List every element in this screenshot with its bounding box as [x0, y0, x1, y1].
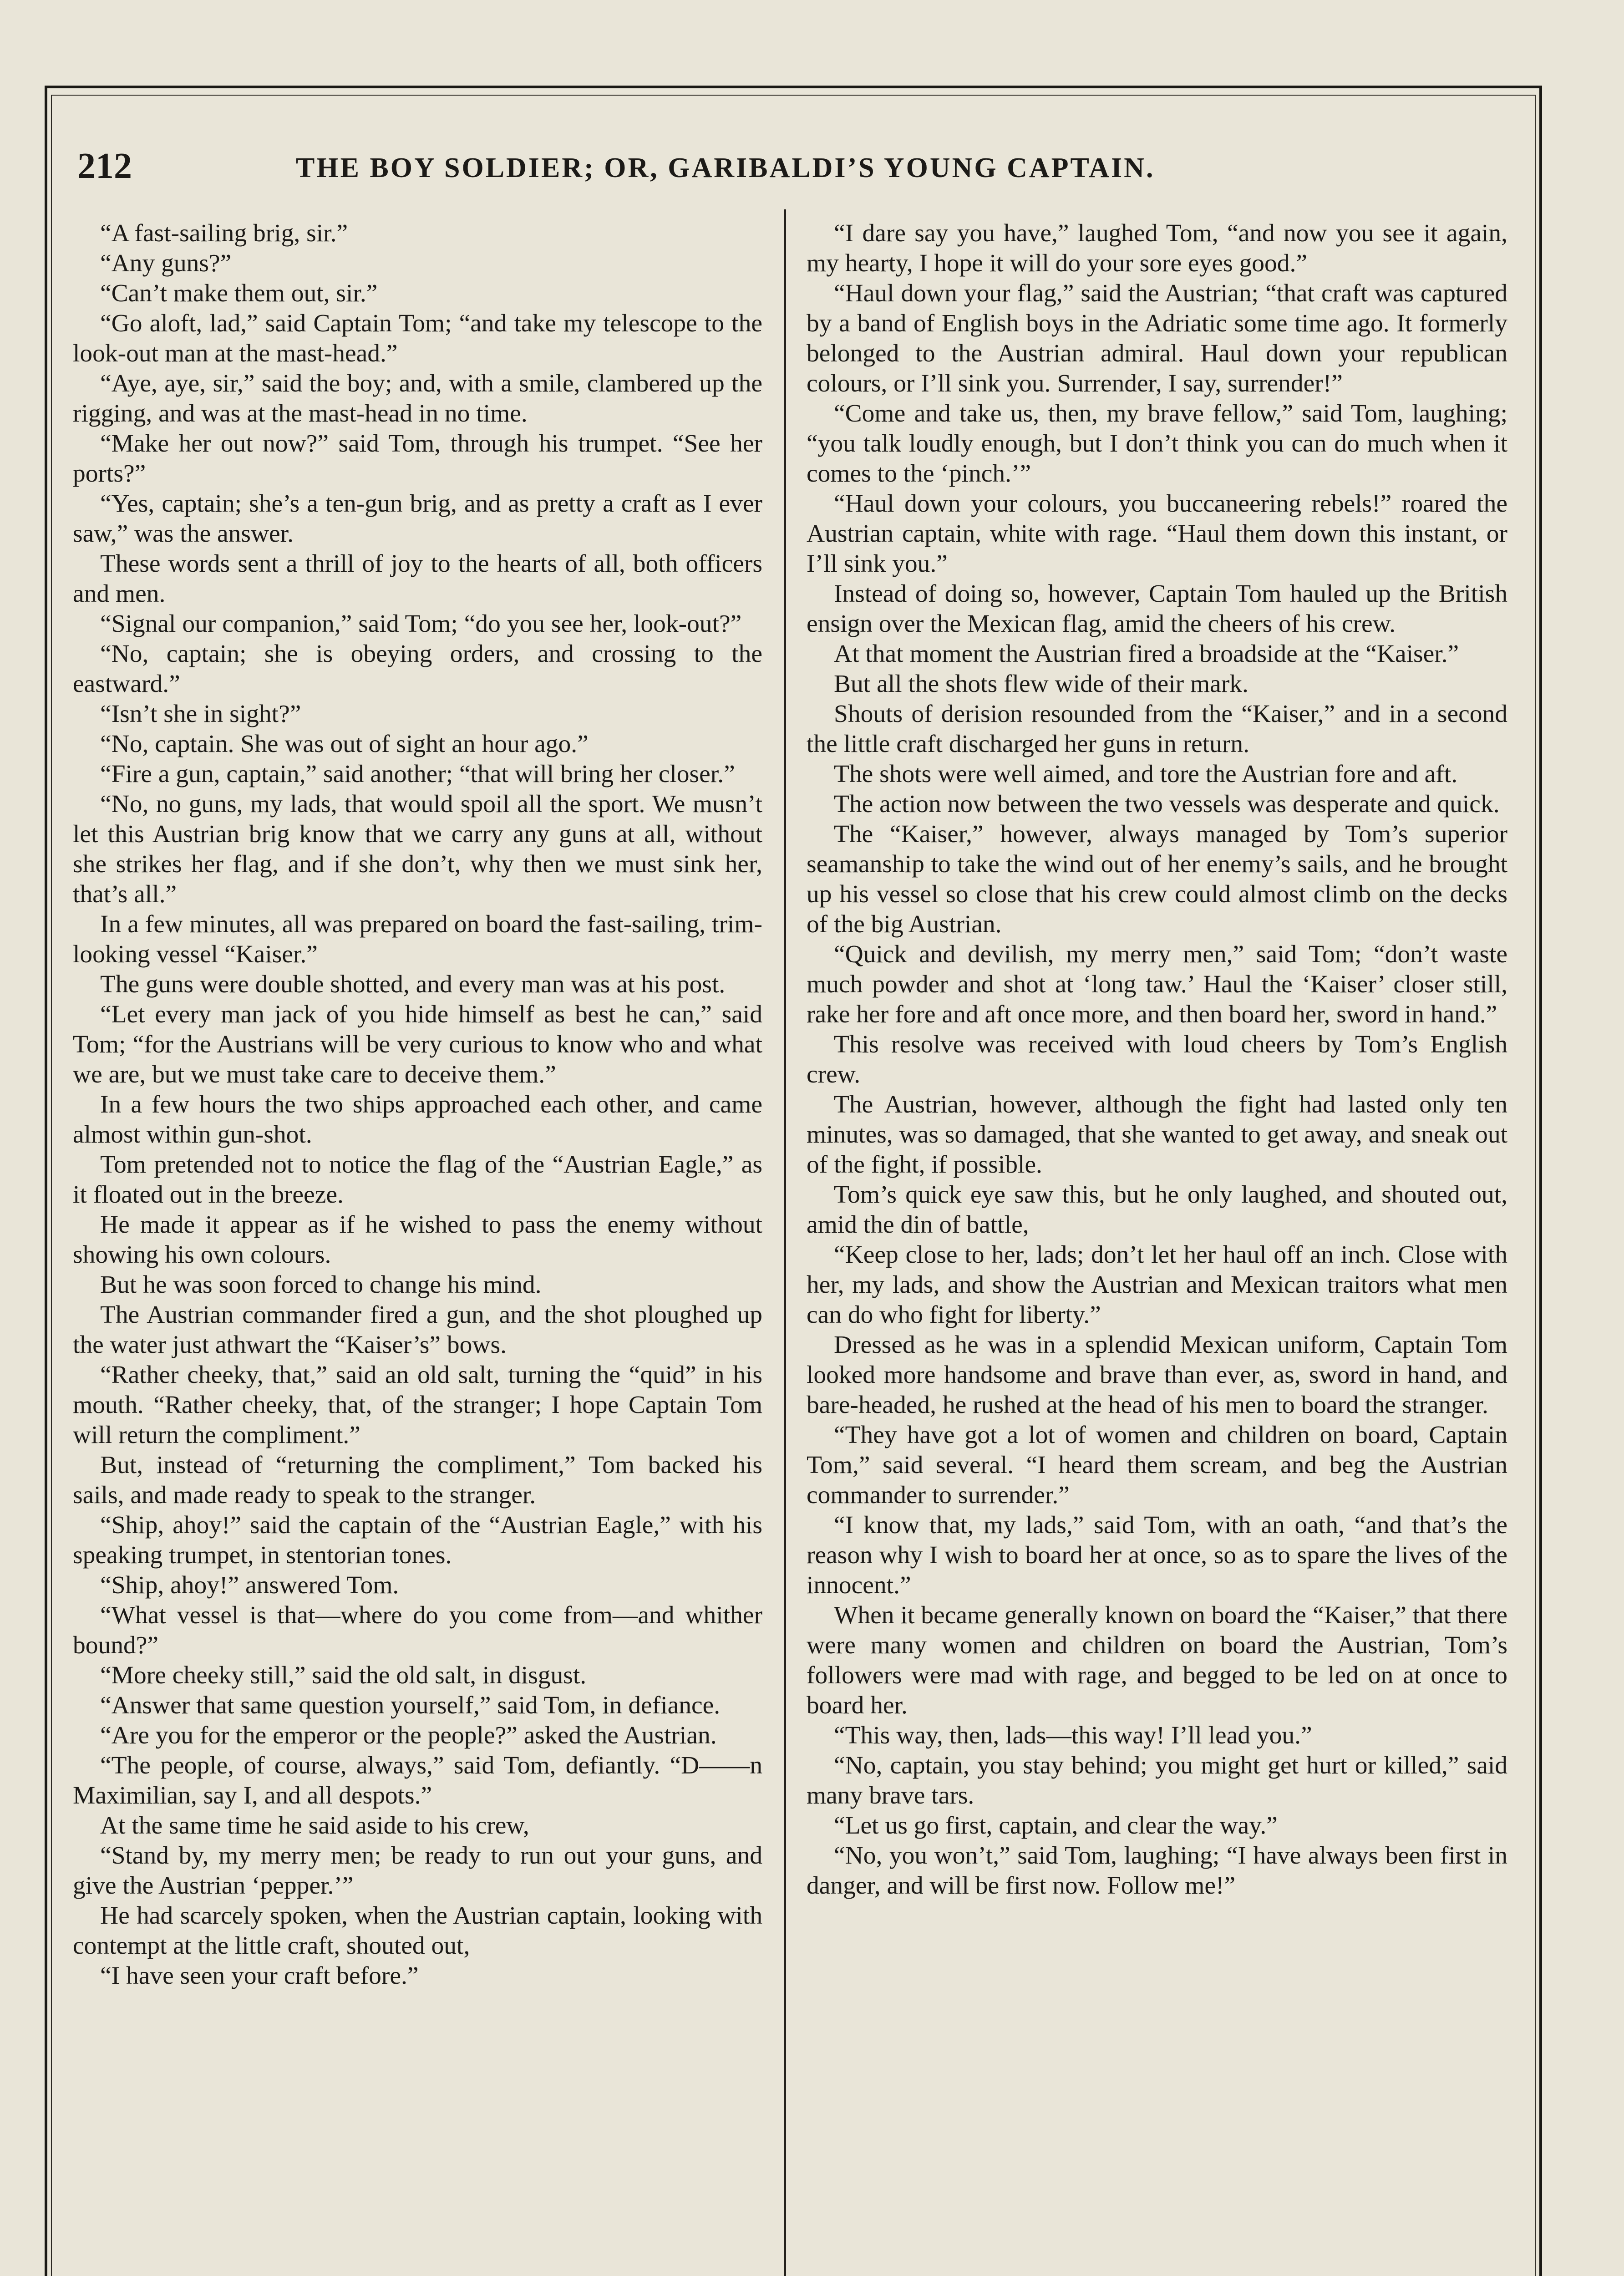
paragraph: He made it appear as if he wished to pass the enemy without showing his own colours. — [73, 1211, 762, 1269]
paragraph: The “Kaiser,” however, always managed by Tom’s superior seamanship to take the wind out of her enemy’s sails, and he brought up his vessel so close that his crew could almost climb on the decks of the big Austrian. — [807, 820, 1507, 938]
paragraph: Instead of doing so, however, Captain Tom hauled up the British ensign over the Mexican flag, amid the cheers of his crew. — [807, 580, 1507, 638]
paragraph: In a few hours the two ships approached each other, and came almost within gun-shot. — [73, 1091, 762, 1148]
paragraph: “Let every man jack of you hide himself as best he can,” said Tom; “for the Austrians will be very curious to know who and what we are, but we must take care to deceive them.” — [73, 1001, 762, 1088]
paragraph: At the same time he said aside to his crew, — [100, 1812, 529, 1839]
running-title: THE BOY SOLDIER; OR, GARIBALDI’S YOUNG CAPTAIN. — [296, 152, 1155, 183]
paragraph: The shots were well aimed, and tore the Austrian fore and aft. — [834, 760, 1458, 788]
paragraph: “No, you won’t,” said Tom, laughing; “I have always been first in danger, and will be first now. Follow me!” — [807, 1842, 1507, 1900]
paragraph: “Yes, captain; she’s a ten-gun brig, and as pretty a craft as I ever saw,” was the answer. — [73, 490, 762, 548]
paragraph: “Keep close to her, lads; don’t let her haul off an inch. Close with her, my lads, and show the Austrian and Mexican traitors what men can do who fight for liberty.” — [807, 1241, 1507, 1329]
paragraph: “Aye, aye, sir,” said the boy; and, with a smile, clambered up the rigging, and was at the mast-head in no time. — [73, 370, 762, 427]
paragraph: “No, no guns, my lads, that would spoil all the sport. We musn’t let this Austrian brig know that we carry any guns at all, without she strikes her flag, and if she don’t, why then we must sink her, that’s all.” — [73, 790, 762, 908]
paragraph: “Ship, ahoy!” answered Tom. — [100, 1571, 399, 1599]
paragraph: The Austrian commander fired a gun, and the shot ploughed up the water just athwart the “Kaiser’s” bows. — [73, 1301, 762, 1359]
paragraph: “Any guns?” — [100, 249, 232, 277]
left-text-column — [73, 218, 762, 1991]
page-number: 212 — [77, 146, 132, 186]
paragraph: But all the shots flew wide of their mark. — [834, 670, 1248, 698]
paragraph: “Stand by, my merry men; be ready to run out your guns, and give the Austrian ‘pepper.’” — [73, 1842, 762, 1900]
paragraph: “A fast-sailing brig, sir.” — [100, 219, 348, 247]
paragraph: “Rather cheeky, that,” said an old salt, turning the “quid” in his mouth. “Rather cheeky, that, of the stranger; I hope Captain Tom will return the compliment.” — [73, 1361, 762, 1449]
paragraph: At that moment the Austrian fired a broadside at the “Kaiser.” — [834, 640, 1459, 668]
paragraph: “Quick and devilish, my merry men,” said Tom; “don’t waste much powder and shot at ‘long taw.’ Haul the ‘Kaiser’ closer still, rake her fore and aft once more, and then board her, sword in hand.” — [807, 940, 1507, 1028]
paragraph: “They have got a lot of women and children on board, Captain Tom,” said several. “I heard them scream, and beg the Austrian commander to surrender.” — [807, 1421, 1507, 1509]
paragraph: “Haul down your flag,” said the Austrian; “that craft was captured by a band of English boys in the Adriatic some time ago. It formerly belonged to the Austrian admiral. Haul down your republican colours, or I’ll sink you. Surrender, I say, surrender!” — [807, 279, 1507, 397]
paragraph: But, instead of “returning the compliment,” Tom backed his sails, and made ready to speak to the stranger. — [73, 1451, 762, 1509]
paragraph: “The people, of course, always,” said Tom, defiantly. “D——n Maximilian, say I, and all despots.” — [73, 1752, 762, 1809]
paragraph: “Go aloft, lad,” said Captain Tom; “and take my telescope to the look-out man at the mast-head.” — [73, 310, 762, 367]
paragraph: “Are you for the emperor or the people?” asked the Austrian. — [100, 1722, 717, 1749]
paragraph: “Signal our companion,” said Tom; “do you see her, look-out?” — [100, 610, 742, 638]
paragraph: “More cheeky still,” said the old salt, in disgust. — [100, 1661, 587, 1689]
paragraph: Tom’s quick eye saw this, but he only laughed, and shouted out, amid the din of battle, — [807, 1181, 1507, 1239]
paragraph: “Make her out now?” said Tom, through his trumpet. “See her ports?” — [73, 430, 762, 488]
paragraph: The guns were double shotted, and every man was at his post. — [100, 970, 726, 998]
paragraph: Shouts of derision resounded from the “Kaiser,” and in a second the little craft discharged her guns in return. — [807, 700, 1507, 758]
paragraph: “Fire a gun, captain,” said another; “that will bring her closer.” — [100, 760, 735, 788]
paragraph: This resolve was received with loud cheers by Tom’s English crew. — [807, 1031, 1507, 1088]
paragraph: “I know that, my lads,” said Tom, with an oath, “and that’s the reason why I wish to board her at once, so as to spare the lives of the innocent.” — [807, 1511, 1507, 1599]
paragraph: “Can’t make them out, sir.” — [100, 279, 378, 307]
paragraph: “Isn’t she in sight?” — [100, 700, 301, 728]
paragraph: He had scarcely spoken, when the Austrian captain, looking with contempt at the little craft, shouted out, — [73, 1902, 762, 1960]
paragraph: “I dare say you have,” laughed Tom, “and now you see it again, my hearty, I hope it will do your sore eyes good.” — [807, 219, 1507, 277]
paragraph: Dressed as he was in a splendid Mexican uniform, Captain Tom looked more handsome and brave than ever, as, sword in hand, and bare-headed, he rushed at the head of his men to board the stranger. — [807, 1331, 1507, 1419]
paragraph: The Austrian, however, although the fight had lasted only ten minutes, was so damaged, that she wanted to get away, and sneak out of the fight, if possible. — [807, 1091, 1507, 1179]
paragraph: “Come and take us, then, my brave fellow,” said Tom, laughing; “you talk loudly enough, but I don’t think you can do much when it comes to the ‘pinch.’” — [807, 400, 1507, 488]
paragraph: The action now between the two vessels was desperate and quick. — [834, 790, 1500, 818]
paragraph: “No, captain; she is obeying orders, and crossing to the eastward.” — [73, 640, 762, 698]
paragraph: “Answer that same question yourself,” said Tom, in defiance. — [100, 1692, 721, 1719]
paragraph: In a few minutes, all was prepared on board the fast-sailing, trim-looking vessel “Kaiser.” — [73, 910, 762, 968]
paragraph: “No, captain. She was out of sight an hour ago.” — [100, 730, 589, 758]
paragraph: “Ship, ahoy!” said the captain of the “Austrian Eagle,” with his speaking trumpet, in stentorian tones. — [73, 1511, 762, 1569]
paragraph: “Haul down your colours, you buccaneering rebels!” roared the Austrian captain, white with rage. “Haul them down this instant, or I’ll sink you.” — [807, 490, 1507, 578]
paragraph: “I have seen your craft before.” — [100, 1962, 419, 1990]
paragraph: “Let us go first, captain, and clear the way.” — [834, 1812, 1278, 1839]
paragraph: “What vessel is that—where do you come from—and whither bound?” — [73, 1601, 762, 1659]
paragraph: When it became generally known on board the “Kaiser,” that there were many women and children on board the Austrian, Tom’s followers were mad with rage, and begged to be led on at once to board her. — [807, 1601, 1507, 1719]
right-text-column — [807, 218, 1507, 1901]
page-header — [77, 146, 1488, 200]
paragraph: Tom pretended not to notice the flag of the “Austrian Eagle,” as it floated out in the breeze. — [73, 1151, 762, 1209]
paragraph: “This way, then, lads—this way! I’ll lead you.” — [834, 1722, 1312, 1749]
paragraph: But he was soon forced to change his mind. — [100, 1271, 542, 1299]
paragraph: “No, captain, you stay behind; you might get hurt or killed,” said many brave tars. — [807, 1752, 1507, 1809]
paragraph: These words sent a thrill of joy to the hearts of all, both officers and men. — [73, 550, 762, 608]
column-divider — [784, 209, 786, 2276]
